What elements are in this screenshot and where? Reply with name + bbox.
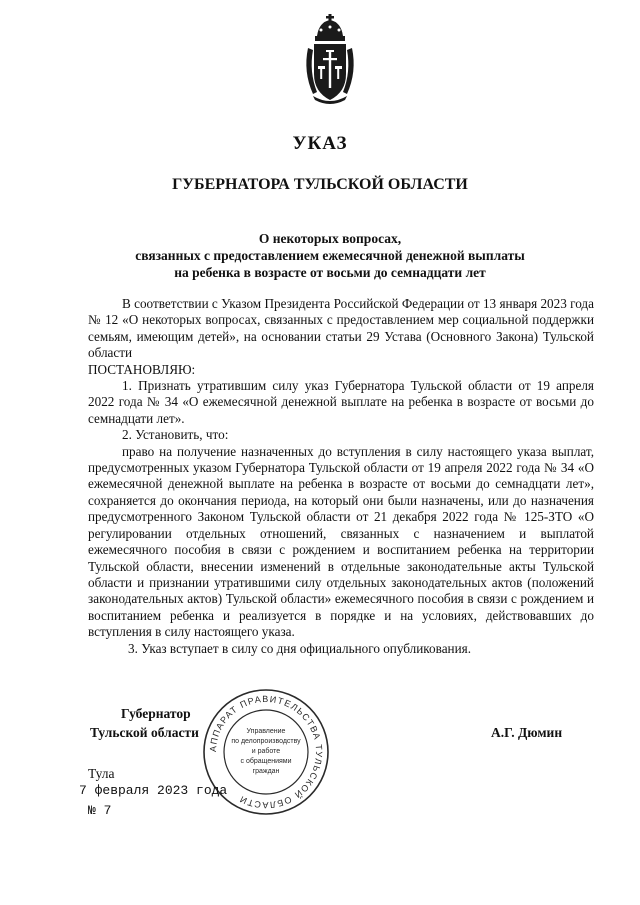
stamp-center-line: граждан xyxy=(252,768,280,775)
official-stamp xyxy=(200,686,332,818)
document-issuer: ГУБЕРНАТОРА ТУЛЬСКОЙ ОБЛАСТИ xyxy=(172,176,468,193)
decree-word: ПОСТАНОВЛЯЮ: xyxy=(88,361,196,377)
stamp-center-line: по делопроизводству xyxy=(231,738,301,745)
tula-coat-of-arms-icon xyxy=(301,14,359,106)
decree-number: № 7 xyxy=(88,803,112,818)
document-body xyxy=(88,296,594,657)
stamp-ring-text: АППАРАТ ПРАВИТЕЛЬСТВА ТУЛЬСКОЙ ОБЛАСТИ xyxy=(207,693,325,811)
item-3-paragraph: 3. Указ вступает в силу со дня официального опубликования. xyxy=(128,640,472,656)
issue-date: 7 февраля 2023 года xyxy=(79,783,228,798)
document-subject xyxy=(60,230,600,281)
signatory-region: Тульской области xyxy=(90,725,199,740)
signatory-title: Губернатор xyxy=(121,706,191,721)
signatory-name: А.Г. Дюмин xyxy=(491,725,563,740)
subject-line: на ребенка в возрасте от восьми до семнадцати лет xyxy=(174,265,486,280)
item-2-paragraph: право на получение назначенных до вступления в силу настоящего указа выплат, предусмотренных указом Губернатора Тульской области от 19 апреля 2022 года № 34 «О ежемесячной денежной выплате на ребенка в возрасте от восьми до семнадцати лет», сохраняется до окончания периода, на который они были назначены, или до назначения предусмотренного Законом Тульской области от 21 декабря 2022 года № 125-ЗТО «О регулировании отдельных отношений, связанных с назначением и выплатой ежемесячного пособия в связи с рождением и воспитанием ребенка на территории Тульской области, внесении изменений в отдельные законодательные акты Тульской области и признании утратившими силу отдельных законодательных актов (положений законодательных актов) Тульской области» ежемесячного пособия в связи с рождением и воспитанием ребенка и реализуется в порядке и на условиях, действовавших до вступления в силу настоящего указа. xyxy=(88,443,594,640)
item-2-heading: 2. Установить, что: xyxy=(122,427,229,443)
subject-line: связанных с предоставлением ежемесячной денежной выплаты xyxy=(135,248,525,263)
item-1-paragraph: 1. Признать утратившим силу указ Губернатора Тульской области от 19 апреля 2022 года № 34 «О ежемесячной денежной выплате на ребенка в возрасте от восьми до семнадцати лет». xyxy=(88,378,594,426)
document-type: УКАЗ xyxy=(292,133,348,154)
stamp-center-line: с обращениями xyxy=(240,758,292,765)
issue-city: Тула xyxy=(88,766,115,781)
preamble-paragraph: В соответствии с Указом Президента Российской Федерации от 13 января 2023 года № 12 «О некоторых вопросах, связанных с предоставлением мер социальной поддержки семьям, имеющим детей», на основании статьи 29 Устава (Основного Закона) Тульской области xyxy=(88,296,594,361)
stamp-center-line: Управление xyxy=(246,728,286,735)
stamp-center-line: и работе xyxy=(251,748,281,755)
subject-line: О некоторых вопросах, xyxy=(258,231,402,246)
